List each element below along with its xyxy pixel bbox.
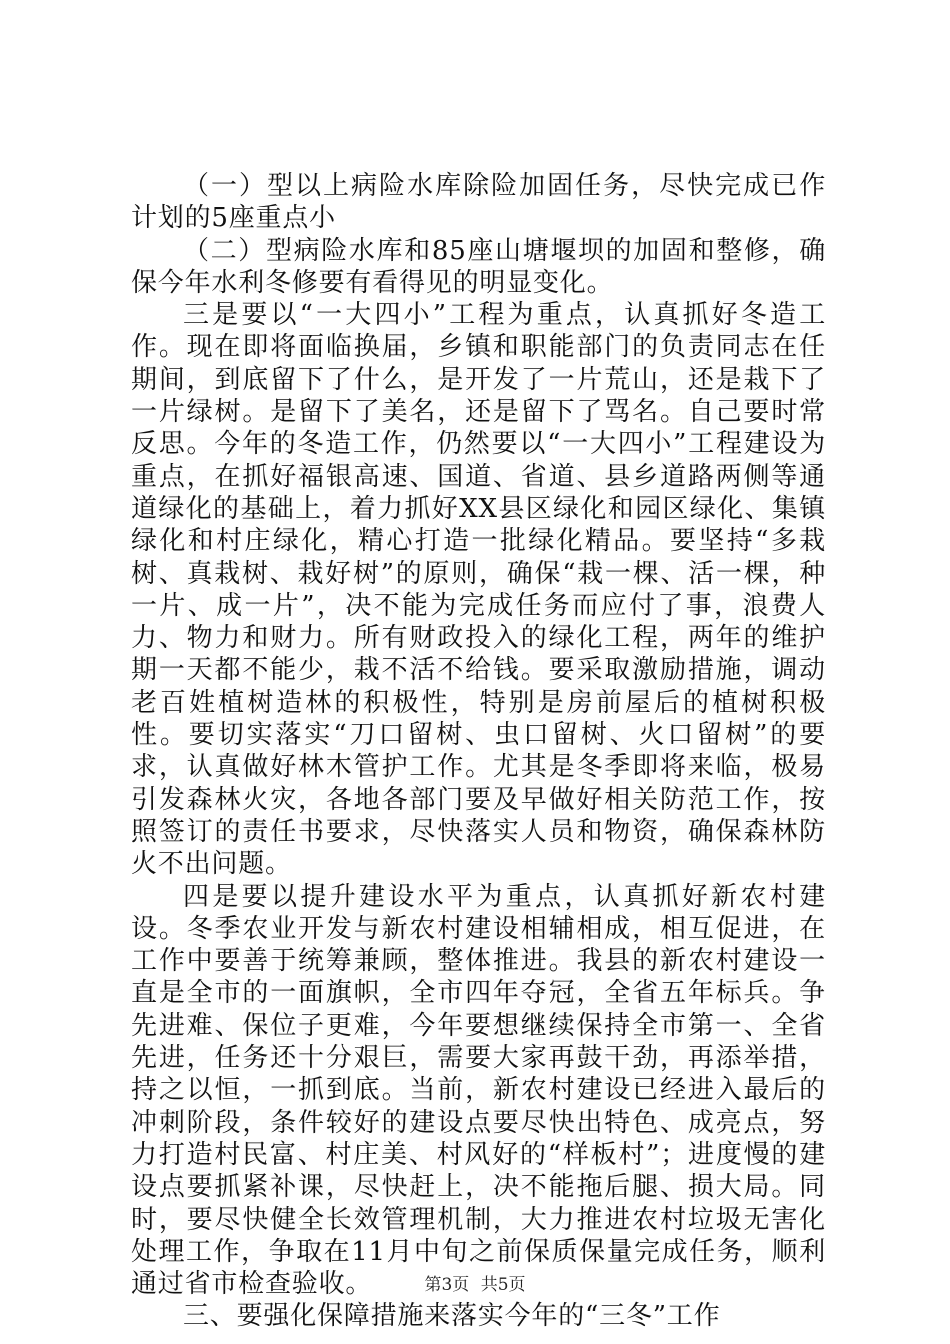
paragraph-section-4: 四是要以提升建设水平为重点，认真抓好新农村建设。冬季农业开发与新农村建设相辅相成，相互促进，在工作中要善于统筹兼顾，整体推进。我县的新农村建设一直是全市的一面旗帜，全市四年夺冠，全省五年标兵。争先进难、保位子更难，今年要想继续保持全市第一、全省先进，任务还十分艰巨，需要大家再鼓干劲，再添举措，持之以恒，一抓到底。当前，新农村建设已经进入最后的冲刺阶段，条件较好的建设点要尽快出特色、成亮点，努力打造村民富、村庄美、村风好的“样板村”；进度慢的建设点要抓紧补课，尽快赶上，决不能拖后腿、损大局。同时，要尽快健全长效管理机制，大力推进农村垃圾无害化处理工作，争取在11月中旬之前保质保量完成任务，顺利通过省市检查验收。 <box>131 881 826 1300</box>
paragraph-item-1: （一）型以上病险水库除险加固任务，尽快完成已作计划的5座重点小 <box>131 171 826 234</box>
page-footer <box>0 1270 950 1295</box>
paragraph-section-3: 三是要以“一大四小”工程为重点，认真抓好冬造工作。现在即将面临换届，乡镇和职能部门的负责同志在任期间，到底留下了什么，是开发了一片荒山，还是栽下了一片绿树。是留下了美名，还是留下了骂名。自己要时常反思。今年的冬造工作，仍然要以“一大四小”工程建设为重点，在抓好福银高速、国道、省道、县乡道路两侧等通道绿化的基础上，着力抓好XX县区绿化和园区绿化、集镇绿化和村庄绿化，精心打造一批绿化精品。要坚持“多栽树、真栽树、栽好树”的原则，确保“栽一棵、活一棵，种一片、成一片”，决不能为完成任务而应付了事，浪费人力、物力和财力。所有财政投入的绿化工程，两年的维护期一天都不能少，栽不活不给钱。要采取激励措施，调动老百姓植树造林的积极性，特别是房前屋后的植树积极性。要切实落实“刀口留树、虫口留树、火口留树”的要求，认真做好林木管护工作。尤其是冬季即将来临，极易引发森林火灾，各地各部门要及早做好相关防范工作，按照签订的责任书要求，尽快落实人员和物资，确保森林防火不出问题。 <box>131 300 826 880</box>
page-number-total: 共5页 <box>480 1275 526 1295</box>
page-number-current: 第3页 <box>424 1275 470 1295</box>
paragraph-item-2: （二）型病险水库和85座山塘堰坝的加固和整修，确保今年水利冬修要有看得见的明显变化。 <box>131 235 826 298</box>
section-heading-3: 三、要强化保障措施来落实今年的“三冬”工作 <box>183 1301 721 1332</box>
document-body <box>131 170 826 1333</box>
